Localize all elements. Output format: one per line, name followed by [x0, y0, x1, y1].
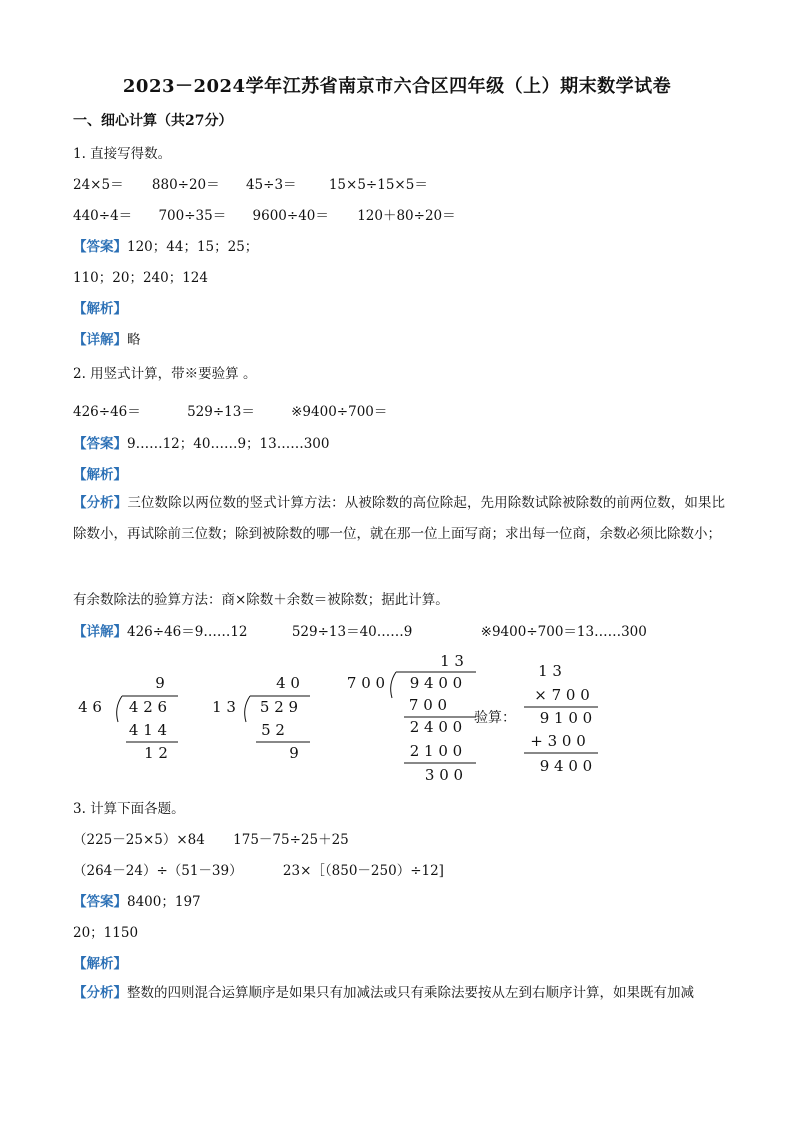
divisor-2: 1 3	[212, 698, 236, 716]
remainder-3: 3 0 0	[424, 766, 464, 784]
expr: 529÷13＝	[187, 404, 255, 420]
answer-text: 9……12；40……9；13……300	[127, 436, 330, 452]
partial-3: 2 4 0 0	[409, 718, 463, 736]
check-factor-b: × 7 0 0	[534, 686, 590, 704]
answer-line	[73, 432, 329, 452]
answer-tag: 【答案】	[73, 894, 127, 910]
subtrahend-2: 5 2	[261, 721, 285, 739]
subtrahend-1: 4 1 4	[128, 721, 168, 739]
detail-expr: 426÷46＝9……12	[127, 624, 248, 640]
answer-tag: 【答案】	[73, 239, 127, 255]
answer-text: 120；44；15；25；	[127, 239, 259, 255]
jiexi-tag: 【解析】	[73, 956, 127, 972]
jiexi-tag: 【解析】	[73, 467, 127, 483]
dividend-2: 5 2 9	[259, 698, 299, 716]
expr: 9600÷40＝	[252, 208, 329, 224]
section-heading: 一、细心计算（共27分）	[73, 113, 233, 129]
jiexi-tag: 【解析】	[73, 301, 127, 317]
analysis-text: 整数的四则混合运算顺序是如果只有加减法或只有乘除法要按从左到右顺序计算，如果既有加减	[127, 985, 694, 1001]
subtrahend-3a: 7 0 0	[408, 696, 448, 714]
dividend-1: 4 2 6	[128, 698, 168, 716]
answer-tag: 【答案】	[73, 436, 127, 452]
analysis-paragraph	[73, 978, 725, 1009]
expr: （225－25×5）×84	[73, 832, 205, 848]
remainder-2: 9	[289, 744, 299, 762]
check-product: 9 1 0 0	[539, 709, 593, 727]
division-bracket	[245, 696, 250, 722]
long-division-svg	[70, 650, 630, 790]
detail-text: 略	[127, 332, 141, 348]
expr: 120＋80÷20＝	[357, 208, 456, 224]
answer-text-2: 110；20；240；124	[73, 270, 208, 286]
question-2-row-1	[73, 400, 387, 420]
answer-text-2: 20；1150	[73, 925, 139, 941]
divisor-3: 7 0 0	[346, 674, 386, 692]
expr: 440÷4＝	[73, 208, 133, 224]
question-1-row-1	[73, 173, 428, 193]
expr: 45÷3＝	[245, 177, 297, 193]
detail-line	[73, 328, 141, 348]
analysis-tag: 【分析】	[73, 495, 128, 511]
answer-text: 8400；197	[127, 894, 201, 910]
check-label: 验算：	[474, 710, 516, 726]
question-3-row-2	[73, 859, 444, 879]
expr: 175－75÷25＋25	[233, 832, 349, 848]
expr: 880÷20＝	[151, 177, 220, 193]
detail-tag: 【详解】	[73, 332, 127, 348]
answer-line	[73, 235, 258, 255]
expr: 15×5÷15×5＝	[328, 177, 428, 193]
analysis-text: 三位数除以两位数的竖式计算方法：从被除数的高位除起，先用除数试除被除数的前两位数，如果比除数小，再试除前三位数；除到被除数的哪一位，就在那一位上面写商；求出每一位商，余数必须比除数小；	[73, 495, 726, 542]
detail-expr: 529÷13＝40……9	[291, 624, 413, 640]
expr: ※9400÷700＝	[291, 404, 388, 420]
expr: 24×5＝	[73, 177, 124, 193]
analysis-paragraph	[73, 488, 725, 550]
detail-expr: ※9400÷700＝13……300	[480, 624, 647, 640]
long-division-diagrams	[70, 650, 630, 790]
division-bracket	[117, 696, 122, 722]
quotient-1: 9	[155, 674, 165, 692]
remainder-1: 1 2	[144, 744, 168, 762]
page-title: 2023－2024学年江苏省南京市六合区四年级（上）期末数学试卷	[122, 76, 672, 97]
expr: 700÷35＝	[158, 208, 227, 224]
expr: 23×［（850－250）÷12]	[282, 863, 444, 879]
detail-tag: 【详解】	[73, 624, 127, 640]
question-2-stem: 2. 用竖式计算，带※要验算 。	[73, 366, 257, 382]
check-addend: + 3 0 0	[530, 732, 586, 750]
quotient-3: 1 3	[440, 652, 464, 670]
question-1-stem: 1. 直接写得数。	[73, 146, 172, 162]
expr: 426÷46＝	[73, 404, 141, 420]
question-3-stem: 3. 计算下面各题。	[73, 801, 185, 817]
question-3-row-1	[73, 828, 349, 848]
check-factor-a: 1 3	[538, 662, 562, 680]
analysis-text-2: 有余数除法的验算方法：商×除数＋余数＝被除数；据此计算。	[73, 592, 449, 608]
division-bracket	[391, 672, 396, 698]
expr: （264－24）÷（51－39）	[73, 863, 243, 879]
subtrahend-3b: 2 1 0 0	[409, 742, 463, 760]
answer-line	[73, 890, 201, 910]
quotient-2: 4 0	[276, 674, 300, 692]
dividend-3: 9 4 0 0	[409, 674, 463, 692]
check-result: 9 4 0 0	[539, 757, 593, 775]
question-1-row-2	[73, 204, 456, 224]
detail-line	[73, 620, 647, 640]
divisor-1: 4 6	[78, 698, 102, 716]
analysis-tag: 【分析】	[73, 985, 127, 1001]
